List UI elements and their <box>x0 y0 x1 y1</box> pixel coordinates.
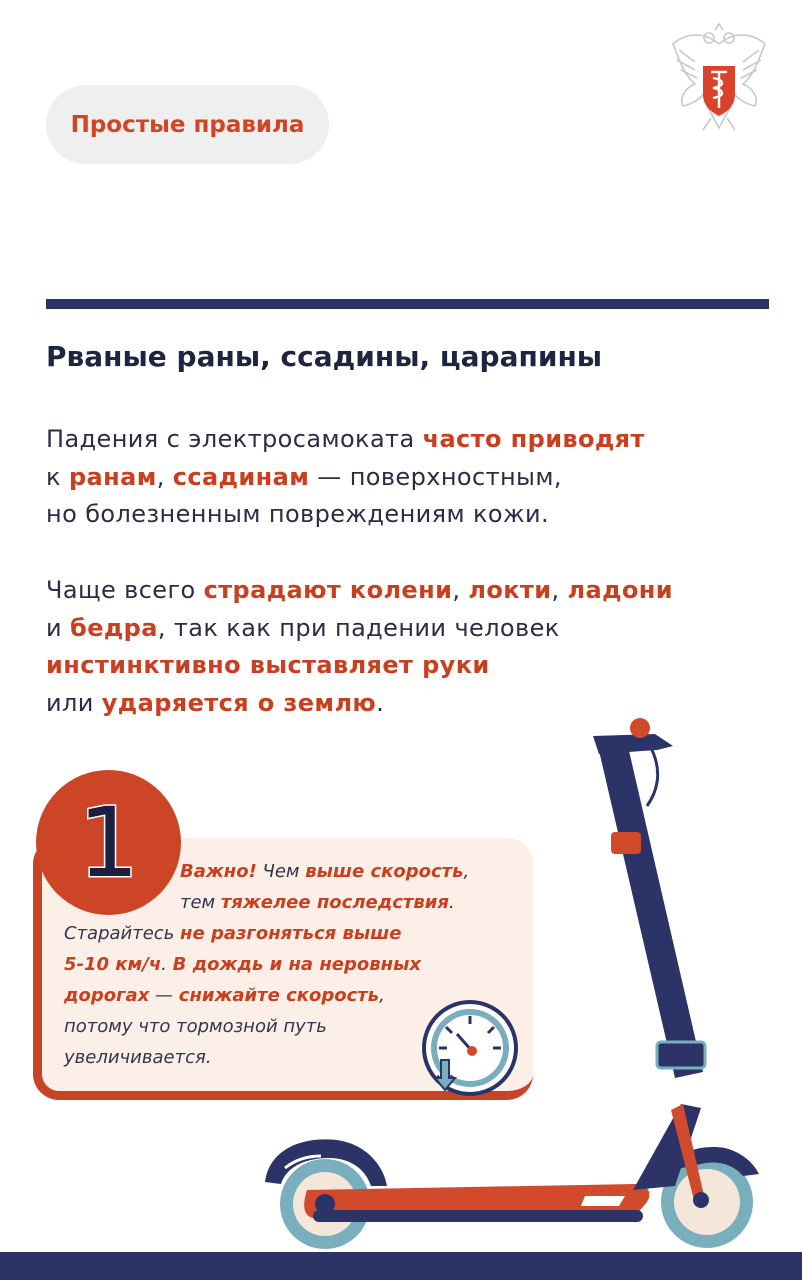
ministry-emblem-icon <box>665 22 773 134</box>
paragraph-body-parts <box>46 572 766 722</box>
paragraph-injuries <box>46 421 766 534</box>
tip-number-badge <box>36 770 181 915</box>
tip-line: тем тяжелее последствия. <box>180 892 455 913</box>
tip-line: потому что тормозной путь <box>64 1016 327 1037</box>
section-tag <box>46 85 329 164</box>
section-tag-label: Простые правила <box>70 111 305 138</box>
paragraph-line: или ударяется о землю. <box>46 688 385 717</box>
speedometer-icon <box>415 996 525 1096</box>
tip-line: 5-10 км/ч. В дождь и на неровных <box>64 954 421 975</box>
bottom-bar <box>0 1252 802 1280</box>
tip-line: Старайтесь не разгоняться выше <box>64 923 402 944</box>
tip-number: 1 <box>77 786 140 899</box>
tip-line: дорогах — снижайте скорость, <box>64 985 385 1006</box>
paragraph-line: к ранам, ссадинам — поверхностным, <box>46 462 562 491</box>
section-heading: Рваные раны, ссадины, царапины <box>46 340 603 373</box>
tip-line: увеличивается. <box>64 1047 212 1068</box>
paragraph-line: Падения с электросамоката часто приводят <box>46 425 645 453</box>
paragraph-line: но болезненным повреждениям кожи. <box>46 500 550 528</box>
paragraph-line: и бедра, так как при падении человек <box>46 613 560 642</box>
section-divider <box>46 299 769 309</box>
paragraph-line: Чаще всего страдают колени, локти, ладони <box>46 576 673 604</box>
paragraph-line: инстинктивно выставляет руки <box>46 651 490 679</box>
tip-line: Важно! Чем выше скорость, <box>180 861 470 882</box>
